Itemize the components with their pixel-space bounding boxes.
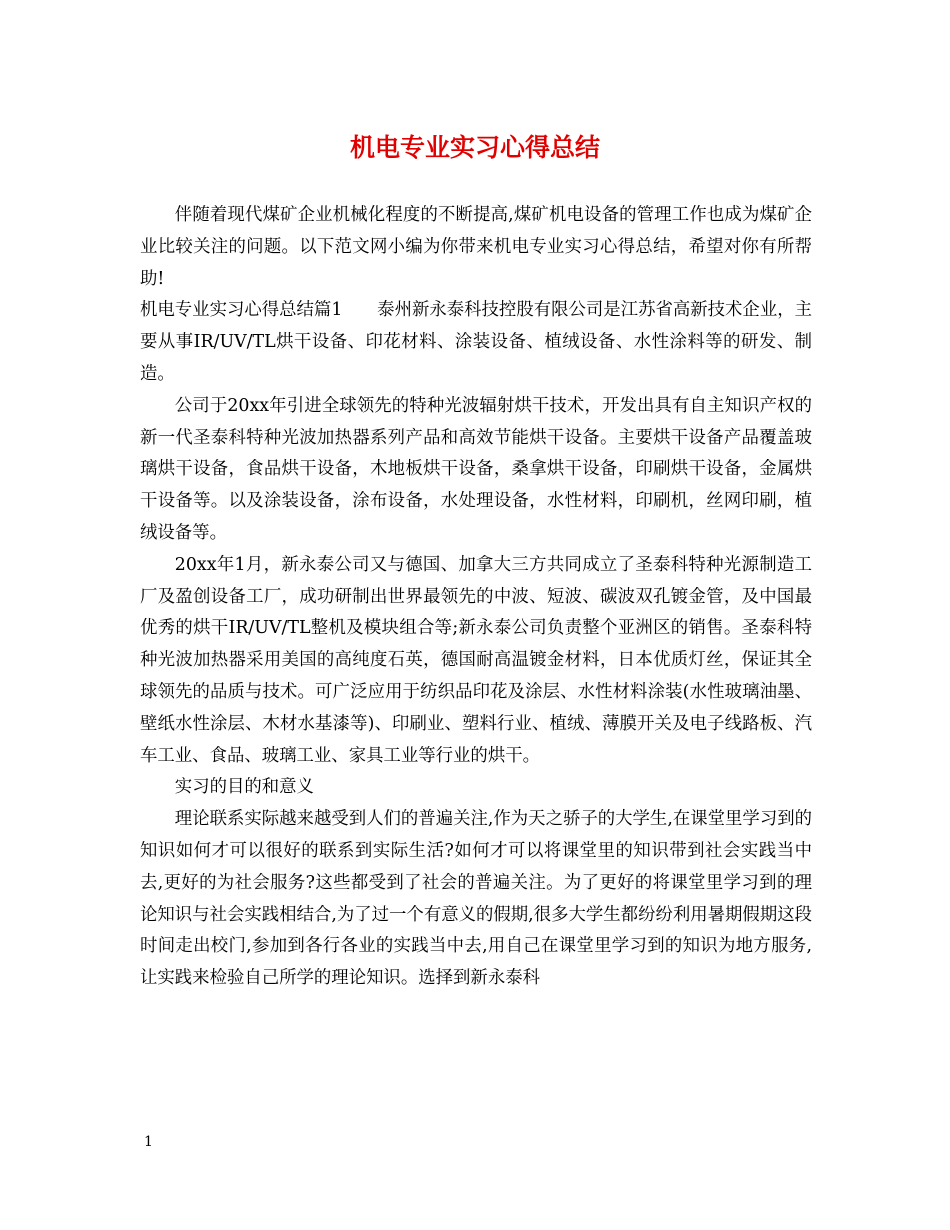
paragraph-cooperation: 20xx年1月，新永泰公司又与德国、加拿大三方共同成立了圣泰科特种光源制造工厂及盈创设备工厂，成功研制出世界最领先的中波、短波、碳波双孔镀金管，及中国最优秀的烘干IR/UV/TL整机及模块组合等;新永泰公司负责整个亚洲区的销售。圣泰科特种光波加热器采用美国的高纯度石英，德国耐高温镀金材料，日本优质灯丝，保证其全球领先的品质与技术。可广泛应用于纺织品印花及涂层、水性材料涂装(水性玻璃油墨、壁纸水性涂层、木材水基漆等)、印刷业、塑料行业、植绒、薄膜开关及电子线路板、汽车工业、食品、玻璃工业、家具工业等行业的烘干。	[140, 554, 812, 766]
paragraph-technology: 公司于20xx年引进全球领先的特种光波辐射烘干技术，开发出具有自主知识产权的新一代圣泰科特种光波加热器系列产品和高效节能烘干设备。主要烘干设备产品覆盖玻璃烘干设备，食品烘干设备，木地板烘干设备，桑拿烘干设备，印刷烘干设备，金属烘干设备等。以及涂装设备，涂布设备，水处理设备，水性材料，印刷机，丝网印刷，植绒设备等。	[140, 395, 812, 543]
paragraph-intro: 伴随着现代煤矿企业机械化程度的不断提高,煤矿机电设备的管理工作也成为煤矿企业比较关注的问题。以下范文网小编为你带来机电专业实习心得总结，希望对你有所帮助!	[140, 205, 812, 289]
section-heading-purpose: 实习的目的和意义	[174, 777, 314, 798]
document-title: 机电专业实习心得总结	[349, 133, 600, 162]
paragraph-company-intro: 机电专业实习心得总结篇1 泰州新永泰科技控股有限公司是江苏省高新技术企业，主要从事IR/UV/TL烘干设备、印花材料、涂装设备、植绒设备、水性涂料等的研发、制造。	[140, 300, 812, 384]
paragraph-purpose: 理论联系实际越来越受到人们的普遍关注,作为天之骄子的大学生,在课堂里学习到的知识如何才可以很好的联系到实际生活?如何才可以将课堂里的知识带到社会实践当中去,更好的为社会服务?这些都受到了社会的普遍关注。为了更好的将课堂里学习到的理论知识与社会实践相结合,为了过一个有意义的假期,很多大学生都纷纷利用暑期假期这段时间走出校门,参加到各行各业的实践当中去,用自己在课堂里学习到的知识为地方服务,让实践来检验自己所学的理论知识。选择到新永泰科	[140, 809, 812, 989]
page-number: 1	[144, 1134, 153, 1150]
document-body	[140, 200, 812, 995]
